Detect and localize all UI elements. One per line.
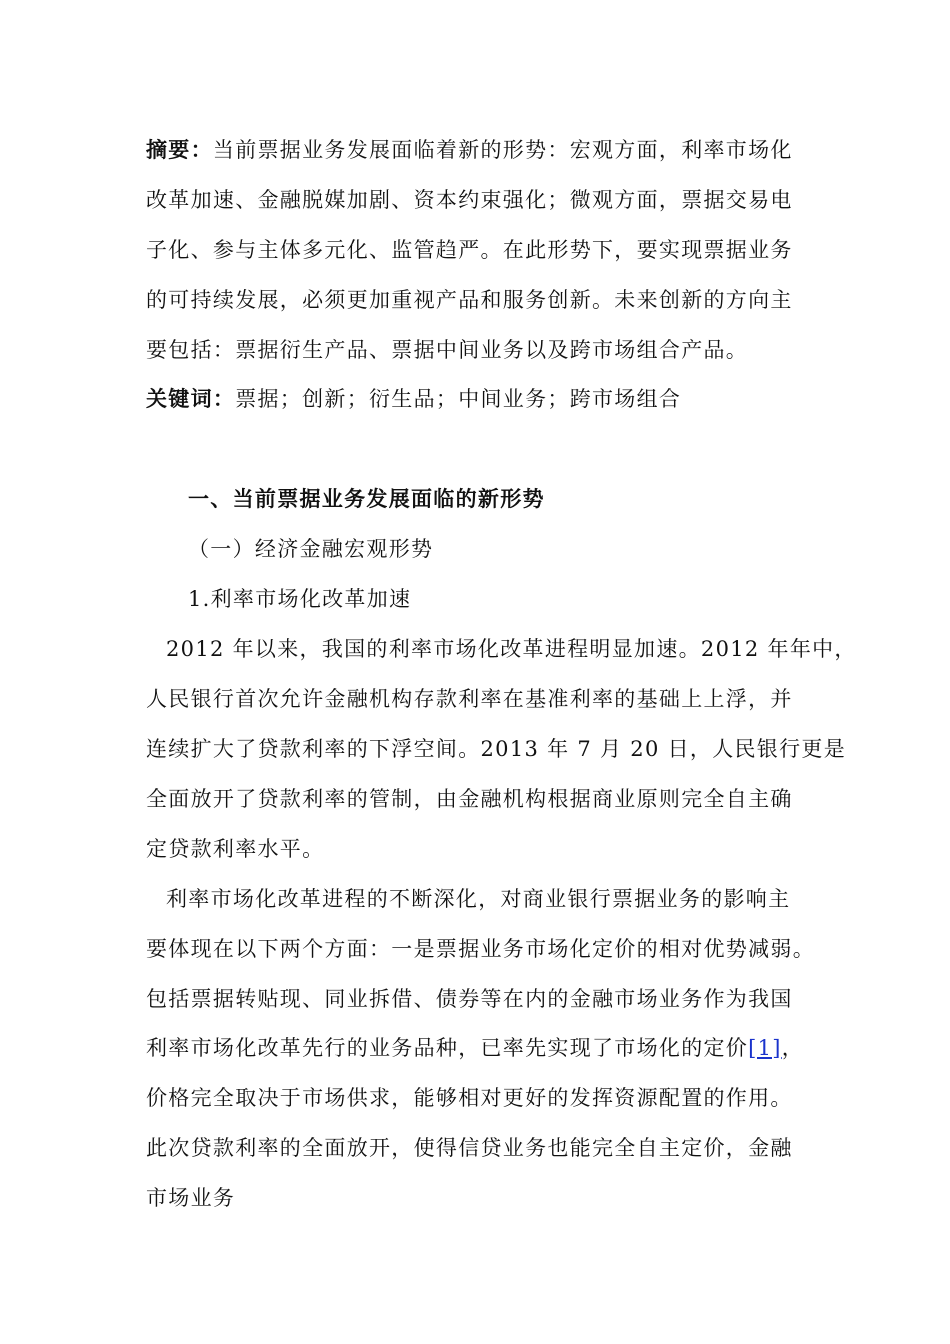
citation-link[interactable]: [1] [748, 1036, 782, 1060]
para2-line-6: 此次贷款利率的全面放开，使得信贷业务也能完全自主定价，金融 [146, 1136, 793, 1160]
para2-line-4-text: 利率市场化改革先行的业务品种，已率先实现了市场化的定价 [146, 1036, 749, 1060]
subsection-heading: （一）经济金融宏观形势 [188, 537, 434, 561]
abstract-label: 摘要： [146, 137, 213, 162]
para1-line-1: 2012 年以来，我国的利率市场化改革进程明显加速。2012 年年中， [166, 637, 857, 661]
para2-line-1: 利率市场化改革进程的不断深化，对商业银行票据业务的影响主 [166, 887, 791, 911]
para1-line-4: 全面放开了贷款利率的管制，由金融机构根据商业原则完全自主确 [146, 787, 793, 811]
para2-line-5: 价格完全取决于市场供求，能够相对更好的发挥资源配置的作用。 [146, 1086, 793, 1110]
para1-line-2: 人民银行首次允许金融机构存款利率在基准利率的基础上上浮，并 [146, 687, 793, 711]
abstract-line-4: 的可持续发展，必须更加重视产品和服务创新。未来创新的方向主 [146, 288, 793, 312]
abstract-line-5: 要包括：票据衍生产品、票据中间业务以及跨市场组合产品。 [146, 338, 749, 362]
para1-line-5: 定贷款利率水平。 [146, 837, 325, 861]
keywords-line [146, 384, 681, 414]
para2-line-4 [146, 1033, 804, 1063]
keywords-label: 关键词： [146, 386, 236, 411]
para2-line-2: 要体现在以下两个方面：一是票据业务市场化定价的相对优势减弱。 [146, 937, 815, 961]
abstract-line-1 [146, 135, 793, 165]
para2-line-7: 市场业务 [146, 1186, 236, 1210]
abstract-line-2: 改革加速、金融脱媒加剧、资本约束强化；微观方面，票据交易电 [146, 188, 793, 212]
abstract-text: 当前票据业务发展面临着新的形势：宏观方面，利率市场化 [212, 138, 793, 162]
keywords-text: 票据；创新；衍生品；中间业务；跨市场组合 [235, 387, 682, 411]
item-heading: 1.利率市场化改革加速 [188, 587, 412, 611]
para2-line-3: 包括票据转贴现、同业拆借、债券等在内的金融市场业务作为我国 [146, 987, 793, 1011]
abstract-line-3: 子化、参与主体多元化、监管趋严。在此形势下，要实现票据业务 [146, 238, 793, 262]
para1-line-3: 连续扩大了贷款利率的下浮空间。2013 年 7 月 20 日，人民银行更是 [146, 737, 846, 761]
section-heading: 一、当前票据业务发展面临的新形势 [188, 486, 545, 511]
para2-line-4-punct: ， [781, 1036, 805, 1060]
